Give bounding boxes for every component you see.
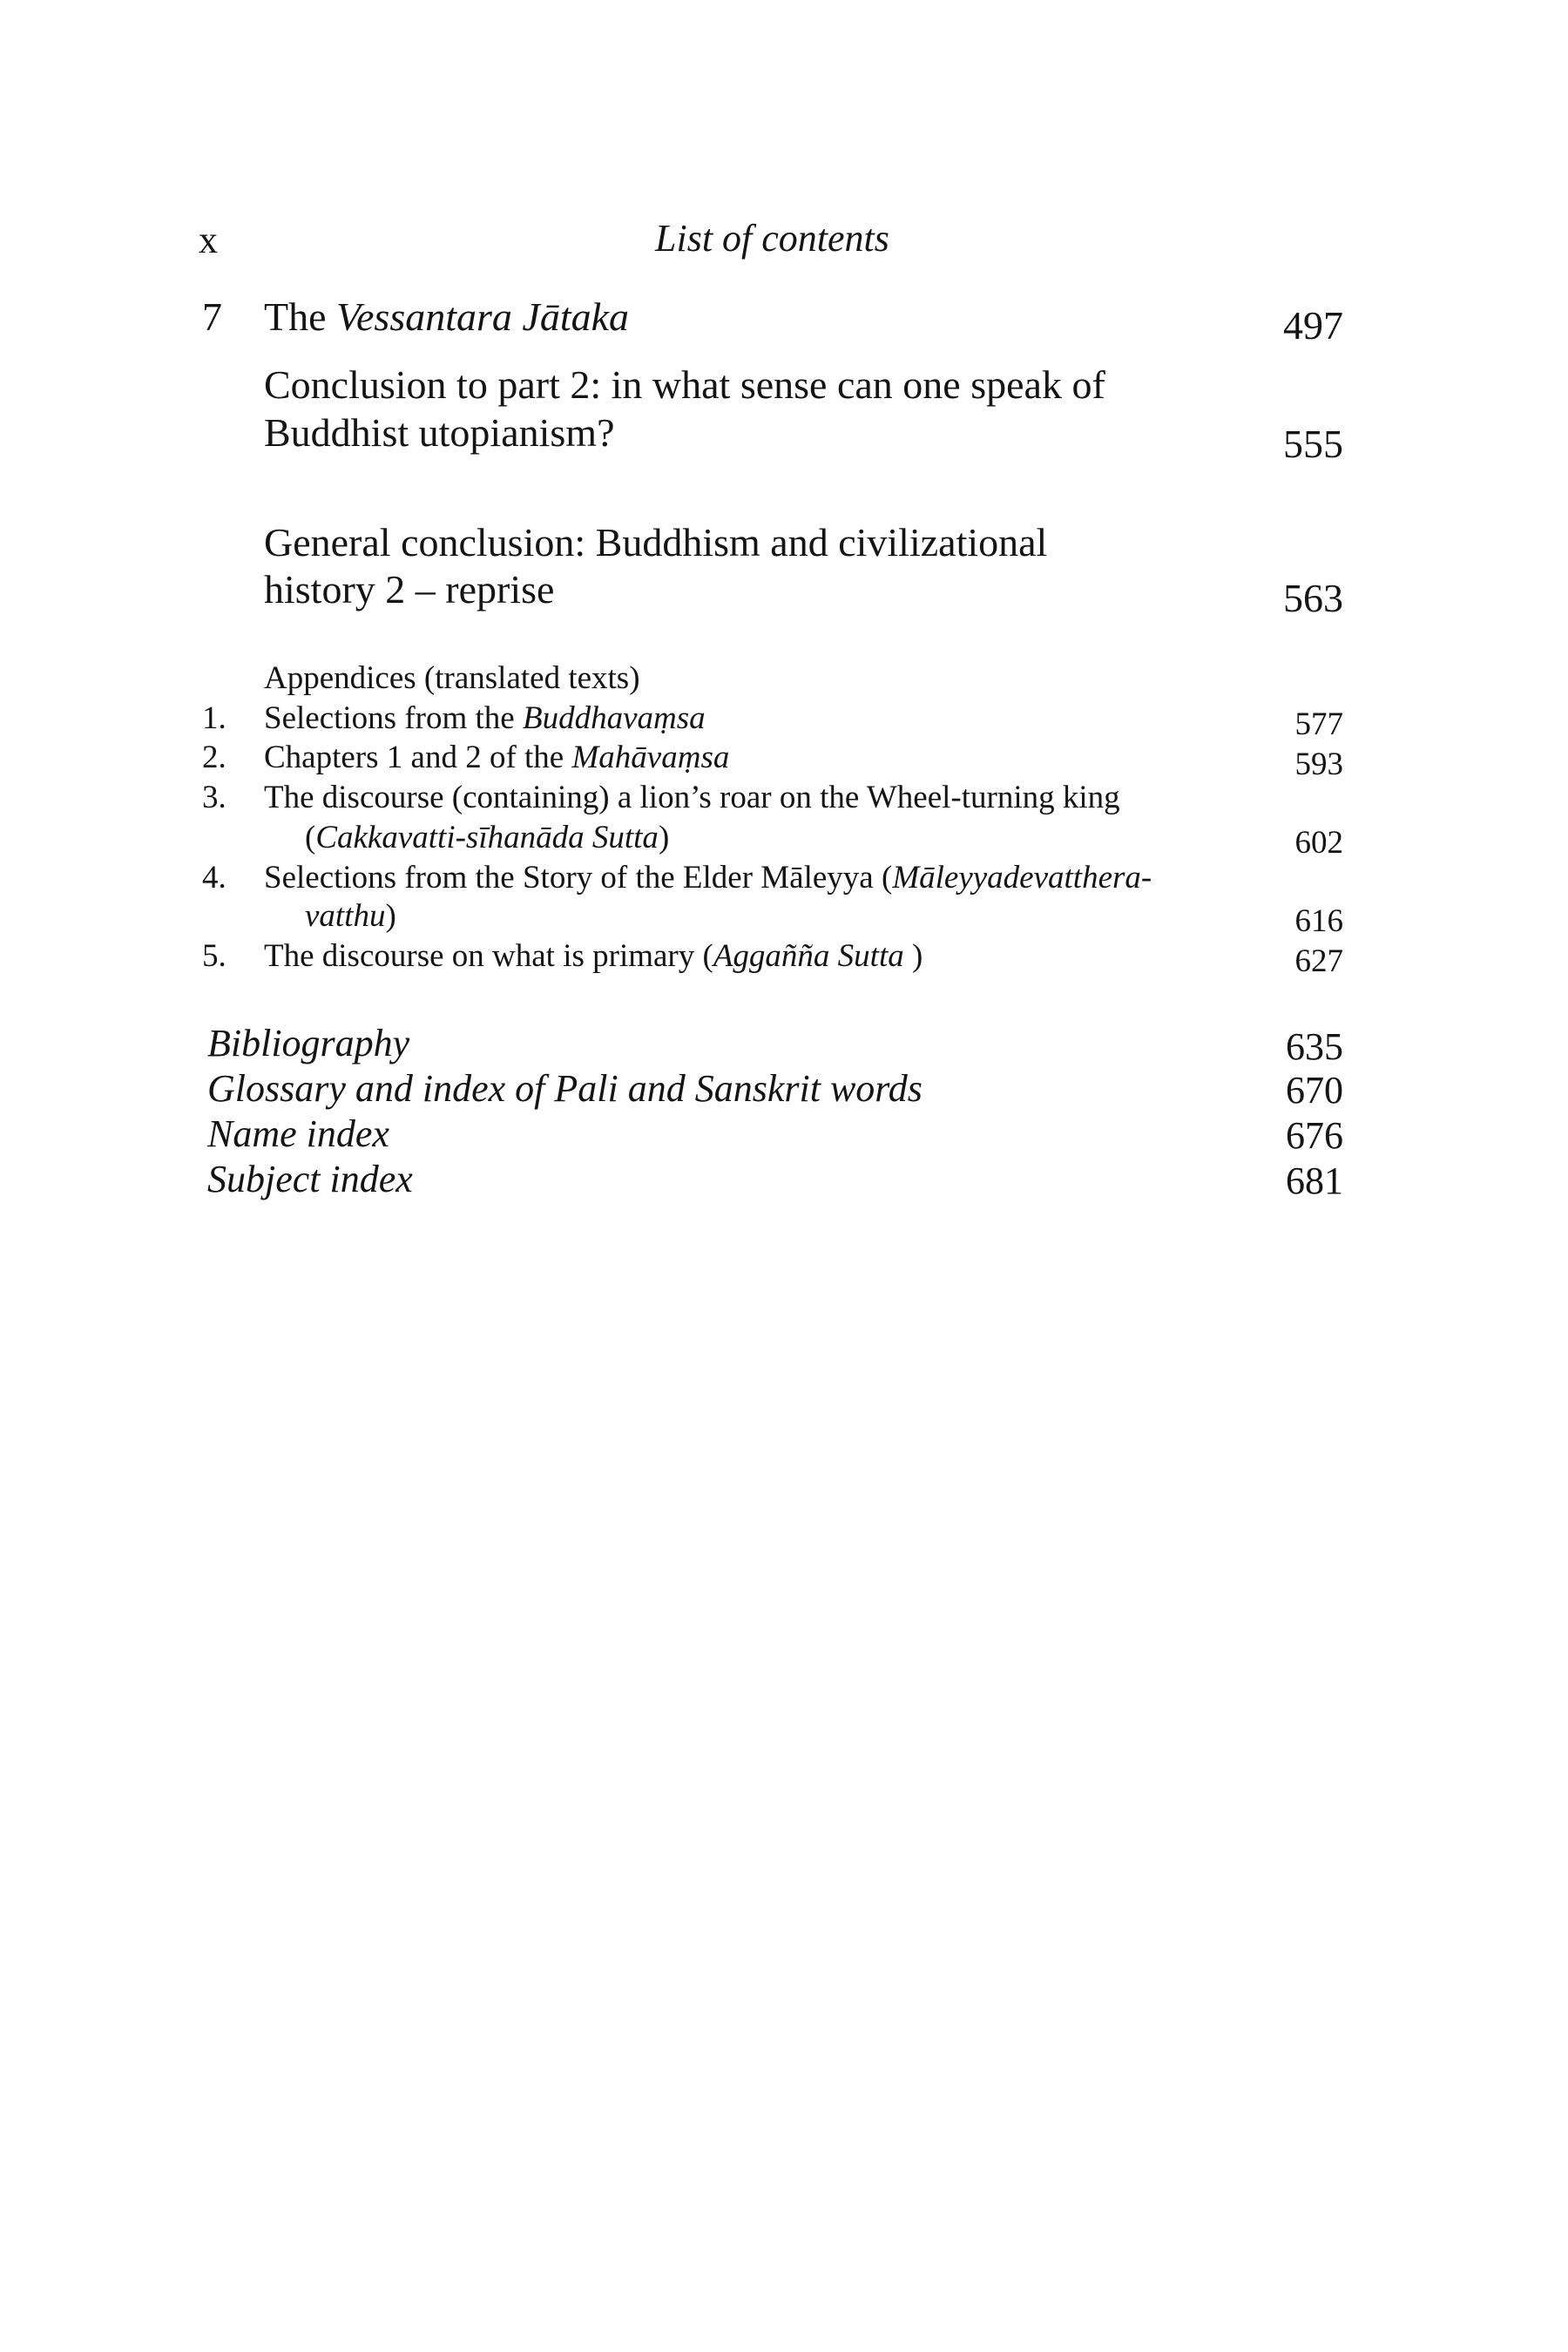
chapter-title-prefix: The [264, 294, 337, 339]
general-conclusion-page: 563 [1283, 576, 1343, 620]
appendix-5-page: 627 [1294, 943, 1343, 979]
general-conclusion-line1: General conclusion: Buddhism and civilizational [264, 520, 1048, 564]
appendix-1-number: 1. [202, 700, 226, 736]
appendix-5-text: The discourse on what is primary ( [264, 938, 713, 974]
appendix-4-italic: Māleyyadevatthera- [892, 860, 1152, 896]
appendix-4-close: ) [385, 898, 396, 934]
appendix-3-number: 3. [202, 780, 226, 815]
appendix-5-close: ) [903, 938, 923, 974]
appendix-2-italic: Mahāvaṃsa [571, 740, 730, 775]
appendix-1-page: 577 [1294, 706, 1343, 742]
chapter-title-italic: Vessantara Jātaka [336, 294, 630, 339]
appendix-3-title-line2 [305, 819, 669, 857]
appendix-3-italic: Cakkavatti-sīhanāda Sutta [315, 820, 659, 855]
appendix-4-text: Selections from the Story of the Elder Māleyya ( [264, 860, 893, 896]
appendix-4-title-line1 [264, 859, 1152, 897]
appendix-1-text: Selections from the [264, 700, 523, 736]
appendix-5-title [264, 937, 923, 976]
conclusion-part2-line1: Conclusion to part 2: in what sense can one speak of [264, 362, 1105, 407]
chapter-number: 7 [202, 294, 222, 339]
back-matter-glossary: Glossary and index of Pali and Sanskrit words [207, 1067, 923, 1110]
back-matter-subject-index: Subject index [207, 1158, 413, 1200]
appendix-2-title [264, 739, 729, 777]
appendix-4-page: 616 [1294, 903, 1343, 939]
appendix-4-number: 4. [202, 860, 226, 896]
running-title: List of contents [655, 217, 889, 260]
chapter-title [264, 294, 629, 341]
back-matter-name-index-page: 676 [1286, 1114, 1343, 1157]
appendix-4-italic-line2: vatthu [305, 898, 386, 934]
appendix-3-title-line1: The discourse (containing) a lion’s roar on the Wheel-turning king [264, 780, 1120, 815]
appendix-5-italic: Aggañña Sutta [713, 938, 904, 974]
appendix-2-text: Chapters 1 and 2 of the [264, 740, 572, 775]
back-matter-glossary-page: 670 [1286, 1069, 1343, 1112]
appendices-heading: Appendices (translated texts) [264, 660, 640, 696]
conclusion-part2-page: 555 [1283, 422, 1343, 466]
appendix-3-page: 602 [1294, 825, 1343, 861]
general-conclusion-line2: history 2 – reprise [264, 567, 555, 612]
appendix-3-close: ) [658, 820, 670, 855]
conclusion-part2-line2: Buddhist utopianism? [264, 410, 615, 455]
appendix-4-title-line2 [305, 897, 396, 936]
appendix-2-page: 593 [1294, 747, 1343, 782]
chapter-page: 497 [1283, 303, 1343, 348]
back-matter-subject-index-page: 681 [1286, 1159, 1343, 1202]
back-matter-bibliography: Bibliography [207, 1022, 410, 1064]
appendix-3-open: ( [305, 820, 316, 855]
appendix-1-italic: Buddhavaṃsa [522, 700, 706, 736]
back-matter-bibliography-page: 635 [1286, 1025, 1343, 1068]
appendix-5-number: 5. [202, 938, 226, 974]
back-matter-name-index: Name index [207, 1112, 389, 1155]
appendix-1-title [264, 700, 706, 738]
appendix-2-number: 2. [202, 740, 226, 775]
page-number: x [199, 219, 218, 261]
